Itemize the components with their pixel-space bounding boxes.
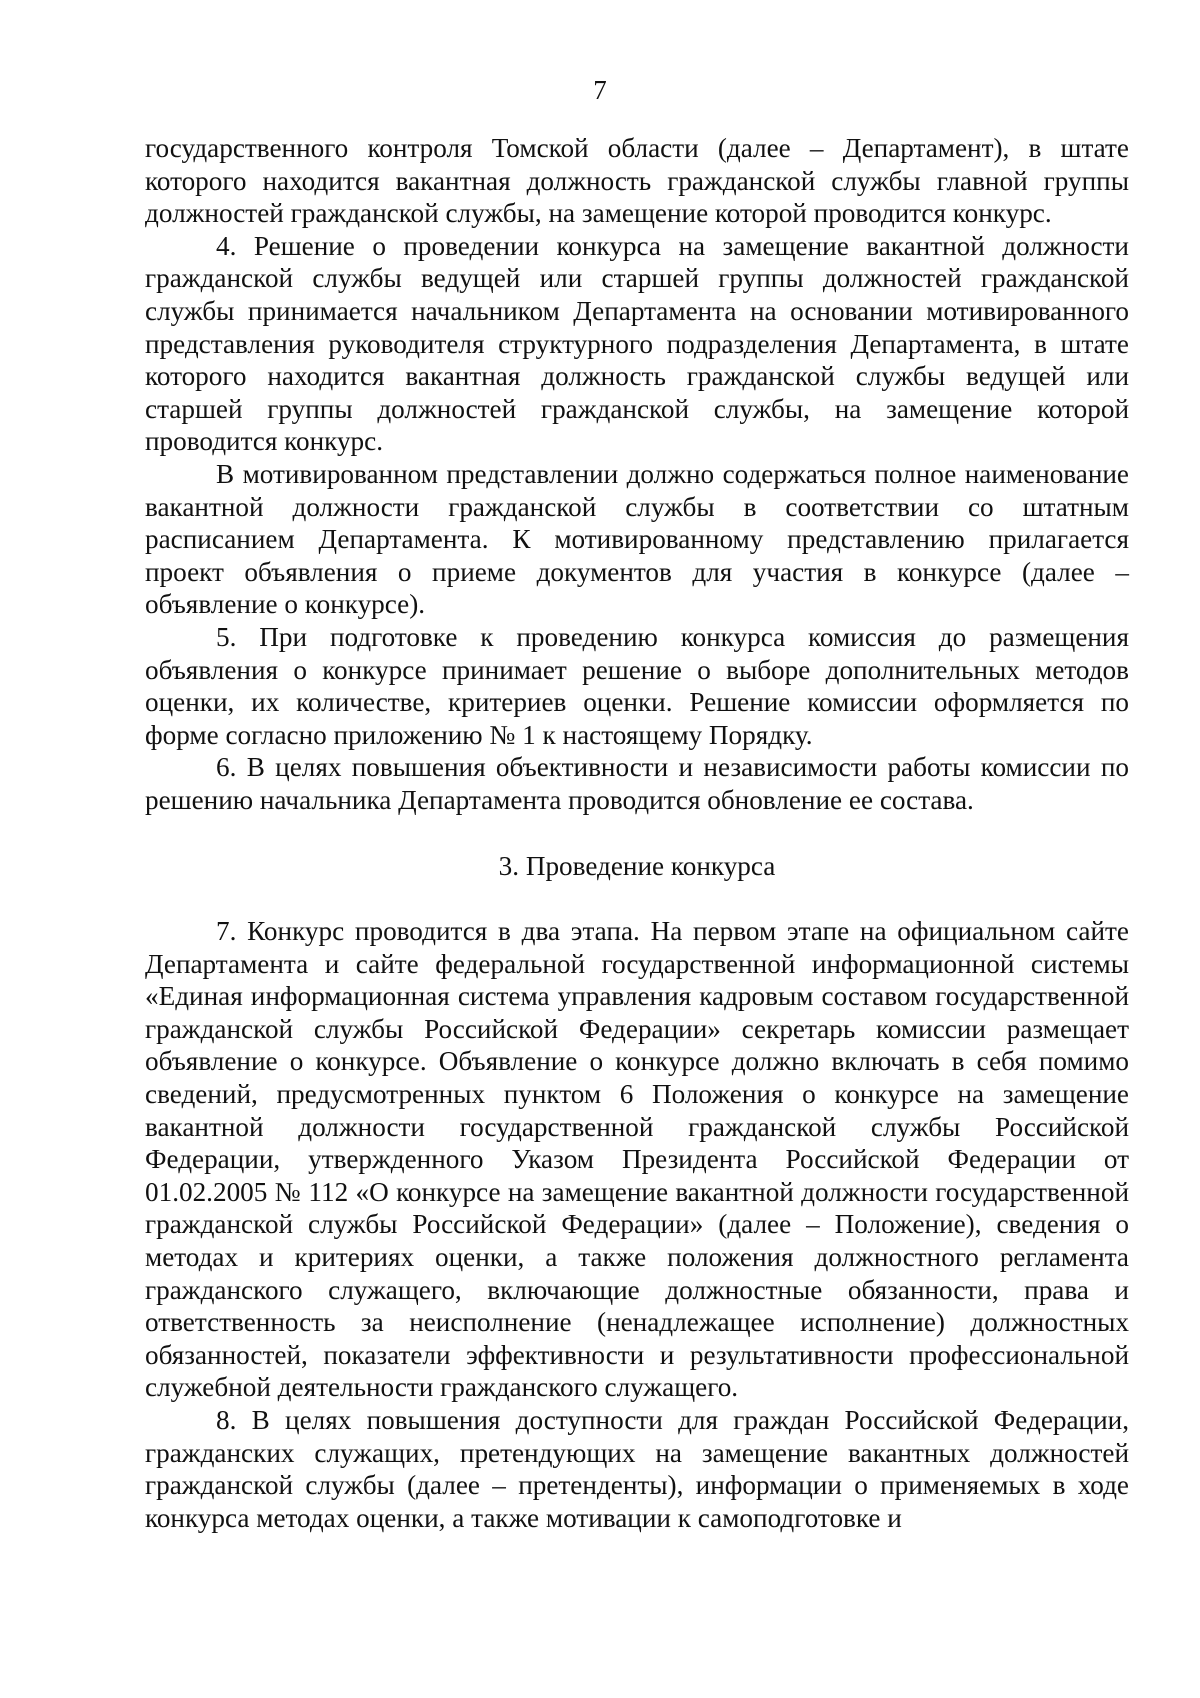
paragraph-motivated-representation: В мотивированном представлении должно содержаться полное наименование вакантной должности гражданской службы в соответствии со штатным расписанием Департамента. К мотивированному представлению прилагается проект объявления о приеме документов для участия в конкурсе (далее – объявление о конкурсе). xyxy=(145,458,1129,620)
paragraph-item-7: 7. Конкурс проводится в два этапа. На первом этапе на официальном сайте Департамента и сайте федеральной государственной информационной системы «Единая информационная система управления кадровым составом государственной гражданской службы Российской Федерации» секретарь комиссии размещает объявление о конкурсе. Объявление о конкурсе должно включать в себя помимо сведений, предусмотренных пунктом 6 Положения о конкурсе на замещение вакантной должности государственной гражданской службы Российской Федерации, утвержденного Указом Президента Российской Федерации от 01.02.2005 № 112 «О конкурсе на замещение вакантной должности государственной гражданской службы Российской Федерации» (далее – Положение), сведения о методах и критериях оценки, а также положения должностного регламента гражданского служащего, включающие должностные обязанности, права и ответственность за неисполнение (ненадлежащее исполнение) должностных обязанностей, показатели эффективности и результативности профессиональной служебной деятельности гражданского служащего. xyxy=(145,916,1129,1403)
document-body xyxy=(145,132,1129,1534)
paragraph-item-4: 4. Решение о проведении конкурса на замещение вакантной должности гражданской службы ведущей или старшей группы должностей гражданской службы принимается начальником Департамента на основании мотивированного представления руководителя структурного подразделения Департамента, в штате которого находится вакантная должность гражданской службы ведущей или старшей группы должностей гражданской службы, на замещение которой проводится конкурс. xyxy=(145,230,1129,457)
paragraph-continuation: государственного контроля Томской области (далее – Департамент), в штате которого находится вакантная должность гражданской службы главной группы должностей гражданской службы, на замещение которой проводится конкурс. xyxy=(145,133,1129,229)
paragraph-item-6: 6. В целях повышения объективности и независимости работы комиссии по решению начальника Департамента проводится обновление ее состава. xyxy=(145,752,1129,815)
page-number: 7 xyxy=(593,75,607,105)
section-heading: 3. Проведение конкурса xyxy=(498,851,776,882)
paragraph-item-5: 5. При подготовке к проведению конкурса комиссия до размещения объявления о конкурсе принимает решение о выборе дополнительных методов оценки, их количестве, критериев оценки. Решение комиссии оформляется по форме согласно приложению № 1 к настоящему Порядку. xyxy=(145,621,1129,750)
paragraph-item-8: 8. В целях повышения доступности для граждан Российской Федерации, гражданских служащих, претендующих на замещение вакантных должностей гражданской службы (далее – претенденты), информации о применяемых в ходе конкурса методах оценки, а также мотивации к самоподготовке и xyxy=(145,1404,1129,1533)
